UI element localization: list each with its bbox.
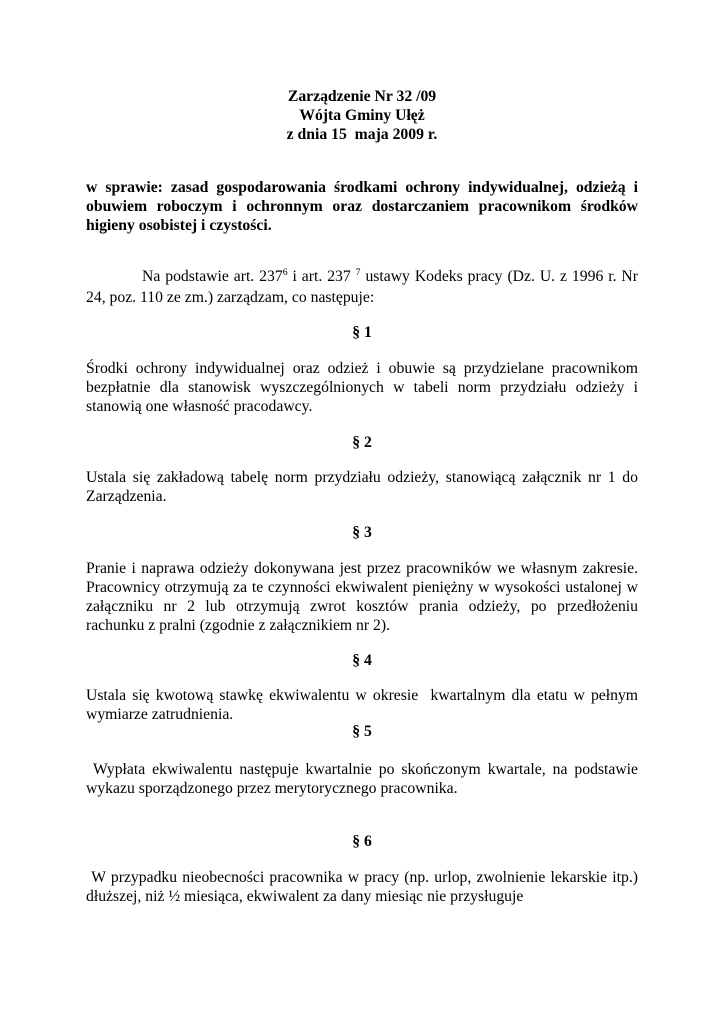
- paragraph-line: bezpłatnie dla stanowisk wyszczególnionych w tabeli norm przydziału odzieży i: [86, 379, 638, 396]
- document-title: [86, 87, 638, 144]
- section-5-paragraph: [86, 760, 638, 798]
- legal-basis-text: Na podstawie art. 237: [142, 268, 283, 285]
- legal-basis-text: i art. 237: [287, 268, 356, 285]
- paragraph-line: Wypłata ekwiwalentu następuje kwartalnie po skończonym kwartale, na podstawie: [86, 761, 639, 778]
- paragraph-line: stanowią one własność pracodawcy.: [86, 398, 313, 415]
- section-5-heading: § 5: [352, 723, 372, 740]
- paragraph-line: Zarządzenia.: [86, 488, 167, 505]
- paragraph-line: Pracownicy otrzymują za te czynności ekwiwalent pieniężny w wysokości ustalonej w: [86, 579, 638, 596]
- section-1-paragraph: [86, 359, 638, 416]
- paragraph-line: Ustala się zakładową tabelę norm przydziału odzieży, stanowiącą załącznik nr 1 do: [86, 469, 638, 486]
- paragraph-line: wykazu sporządzonego przez merytorycznego pracownika.: [86, 780, 458, 797]
- section-2-paragraph: [86, 468, 638, 506]
- article-superscript: 6: [282, 266, 288, 278]
- section-6-paragraph: [86, 868, 638, 906]
- paragraph-line: dłuższej, niż ½ miesiąca, ekwiwalent za dany miesiąc nie przysługuje: [86, 888, 524, 905]
- title-line: Zarządzenie Nr 32 /09: [287, 88, 437, 105]
- legal-basis-line: 24, poz. 110 ze zm.) zarządzam, co następuje:: [86, 289, 375, 306]
- section-1-heading: § 1: [352, 324, 372, 341]
- section-3-paragraph: [86, 559, 638, 635]
- subject-line: w sprawie: zasad gospodarowania środkami ochrony indywidualnej, odzieżą i: [86, 179, 638, 196]
- paragraph-line: Ustala się kwotową stawkę ekwiwalentu w okresie kwartalnym dla etatu w pełnym: [86, 687, 638, 704]
- paragraph-line: rachunku z pralni (zgodnie z załącznikiem nr 2).: [86, 617, 391, 634]
- paragraph-line: Pranie i naprawa odzieży dokonywana jest przez pracowników we własnym zakresie.: [86, 560, 638, 577]
- paragraph-line: wymiarze zatrudnienia.: [86, 706, 234, 723]
- legal-basis-line: [86, 267, 638, 286]
- subject-line: obuwiem roboczym i ochronnym oraz dostarczaniem pracownikom środków: [86, 198, 638, 215]
- paragraph-line: W przypadku nieobecności pracownika w pracy (np. urlop, zwolnienie lekarskie itp.): [86, 869, 638, 886]
- section-6-heading: § 6: [352, 833, 372, 850]
- section-4-heading: § 4: [352, 652, 372, 669]
- title-line: z dnia 15 maja 2009 r.: [286, 126, 438, 143]
- legal-basis-text: ustawy Kodeks pracy (Dz. U. z 1996 r. Nr: [360, 268, 638, 285]
- paragraph-line: załączniku nr 2 lub otrzymują zwrot kosztów prania odzieży, po przedłożeniu: [86, 598, 638, 615]
- paragraph-line: Środki ochrony indywidualnej oraz odzież i obuwie są przydzielane pracownikom: [86, 360, 638, 377]
- article-superscript: 7: [355, 266, 361, 278]
- section-2-heading: § 2: [352, 434, 372, 451]
- section-3-heading: § 3: [352, 524, 372, 541]
- title-line: Wójta Gminy Ułęż: [299, 107, 425, 124]
- section-4-paragraph: [86, 686, 638, 724]
- subject-line: higieny osobistej i czystości.: [86, 217, 272, 234]
- document-subject: [86, 178, 638, 235]
